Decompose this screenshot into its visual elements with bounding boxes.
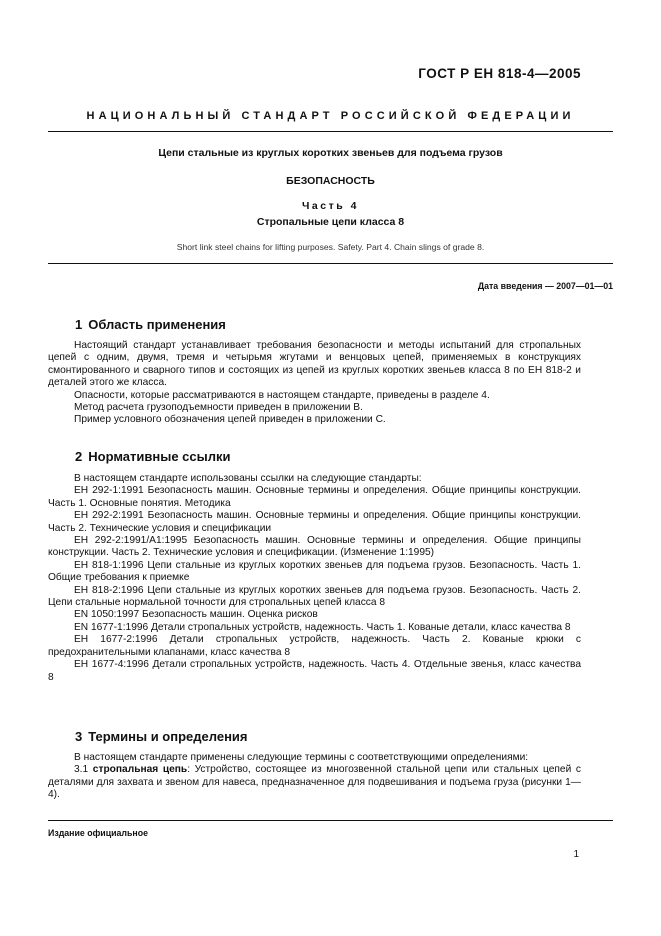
section-title: Область применения <box>88 317 226 332</box>
reference-item: ЕН 818-1:1996 Цепи стальные из круглых коротких звеньев для подъема грузов. Безопасность. Часть 1. Общие требования к приемке <box>48 559 581 584</box>
paragraph: Настоящий стандарт устанавливает требования безопасности и методы испытаний для стропальных цепей с одним, двумя, тремя и четырьмя жгутами и венцовых цепей, применяемых в конструкциях смонтированного и сварного типов и состоящих из цепей из круглых коротких звеньев класса 8 по ЕН 818-2 и деталей этого же класса. <box>48 340 581 389</box>
section-title: Термины и определения <box>88 729 248 744</box>
paragraph: В настоящем стандарте применены следующие термины с соответствующими определениями: <box>74 752 529 763</box>
document-subtitle: Стропальные цепи класса 8 <box>256 216 405 228</box>
reference-item: EN 1050:1997 Безопасность машин. Оценка рисков <box>74 609 318 621</box>
section-3-heading <box>75 729 248 744</box>
paragraph: Пример условного обозначения цепей приведен в приложении С. <box>74 414 386 426</box>
reference-item: ЕН 292-1:1991 Безопасность машин. Основные термины и определения. Общие принципы конструкции. Часть 1. Основные понятия. Методика <box>48 485 581 509</box>
header-divider <box>48 131 613 132</box>
document-safety-heading: БЕЗОПАСНОСТЬ <box>286 175 375 187</box>
official-edition-label: Издание официальное <box>48 828 148 838</box>
paragraph: В настоящем стандарте использованы ссылки на следующие стандарты: <box>74 473 422 484</box>
reference-item: ЕН 292-2:1991 Безопасность машин. Основные термины и определения. Общие принципы конструкции. Часть 2. Технические условия и спецификации <box>48 510 581 534</box>
term-text: : Устройство, состоящее из многозвенной стальной цепи или стальных цепей с деталями для захвата и звеном для навеса, предназначенное для подвешивания и подъема груза (рисунки 1—4). <box>48 764 581 801</box>
paragraph: Метод расчета грузоподъемности приведен в приложении В. <box>74 402 363 414</box>
document-code: ГОСТ Р ЕН 818-4—2005 <box>418 66 581 81</box>
term-definition <box>48 764 581 801</box>
national-standard-banner: НАЦИОНАЛЬНЫЙ СТАНДАРТ РОССИЙСКОЙ ФЕДЕРАЦИИ <box>86 110 575 122</box>
term-number: 3.1 <box>74 764 89 776</box>
document-part: Часть 4 <box>302 200 359 212</box>
introduction-date: Дата введения — 2007—01—01 <box>477 281 613 291</box>
reference-item: ЕН 292-2:1991/А1:1995 Безопасность машин. Основные термины и определения. Общие принципы конструкции. Часть 2. Технические условия и спецификации. (Изменение 1:1995) <box>48 535 581 559</box>
reference-item: ЕН 1677-2:1996 Детали стропальных устройств, надежность. Часть 2. Кованые крюки с предохранительными клапанами, класс качества 8 <box>48 634 581 658</box>
section-2-body <box>48 473 581 684</box>
title-divider <box>48 263 613 264</box>
paragraph: Опасности, которые рассматриваются в настоящем стандарте, приведены в разделе 4. <box>74 389 490 401</box>
reference-item: ЕН 818-2:1996 Цепи стальные из круглых коротких звеньев для подъема грузов. Безопасность. Часть 2. Цепи стальные нормальной точности для стропальных цепей класса 8 <box>48 584 581 609</box>
section-3-body <box>48 752 581 802</box>
term-name: стропальная цепь <box>92 764 188 776</box>
section-number: 2 <box>75 449 83 464</box>
document-title: Цепи стальные из круглых коротких звеньев для подъема грузов <box>158 147 503 159</box>
page-number: 1 <box>573 849 579 860</box>
section-title: Нормативные ссылки <box>88 449 231 464</box>
english-title: Short link steel chains for lifting purposes. Safety. Part 4. Chain slings of grade 8. <box>176 242 485 252</box>
section-1-body <box>48 340 581 427</box>
section-number: 1 <box>75 317 83 332</box>
reference-item: ЕН 1677-4:1996 Детали стропальных устройств, надежность. Часть 4. Отдельные звенья, класс качества 8 <box>48 659 581 683</box>
section-2-heading <box>75 449 230 464</box>
section-number: 3 <box>75 729 83 744</box>
footer-divider <box>48 820 613 821</box>
section-1-heading <box>75 317 226 332</box>
reference-item: EN 1677-1:1996 Детали стропальных устройств, надежность. Часть 1. Кованые детали, класс качества 8 <box>74 621 571 633</box>
